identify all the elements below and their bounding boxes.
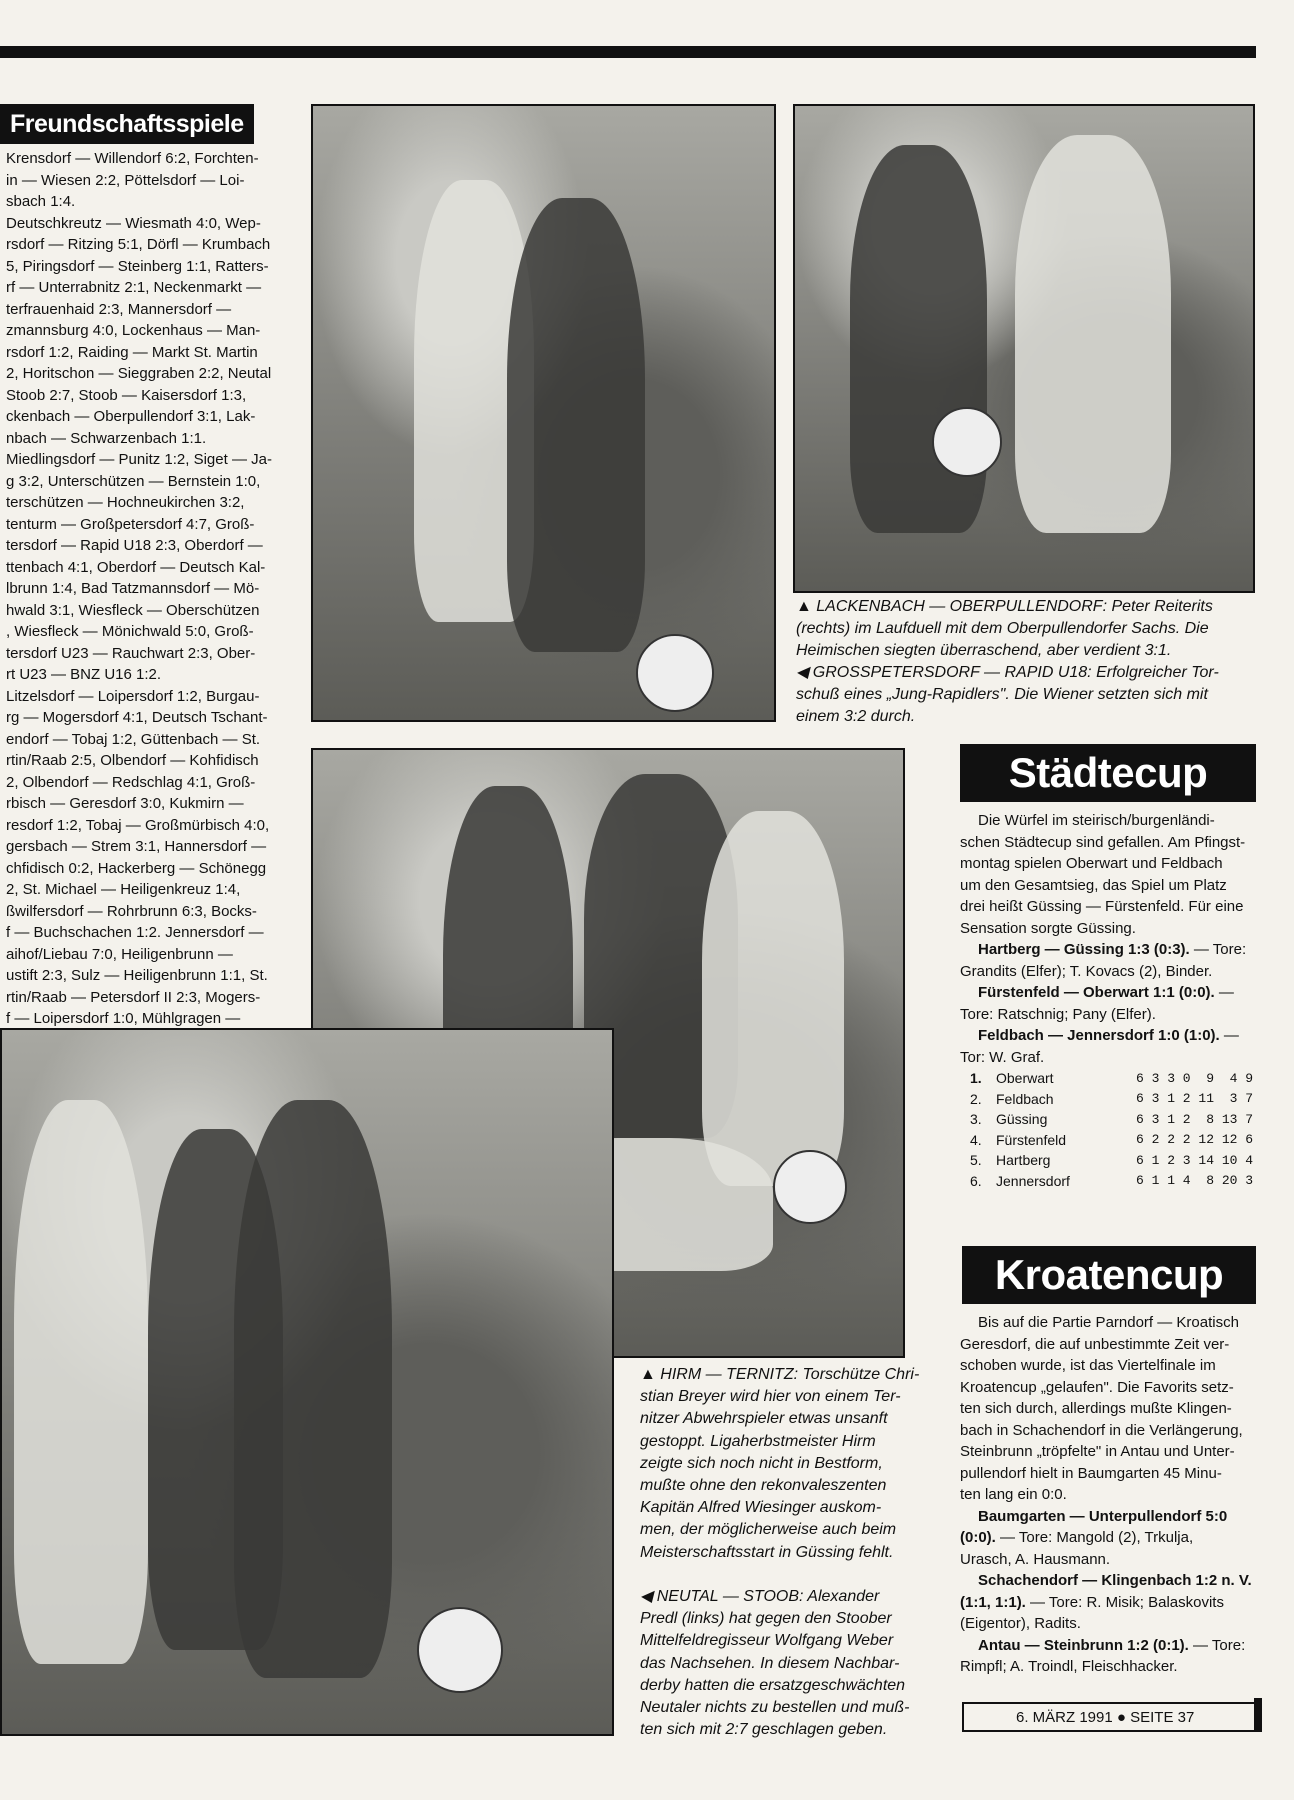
kroatencup-result — [960, 1635, 1260, 1657]
standings-team: Oberwart — [996, 1070, 1054, 1087]
freundschaftsspiele-result-line: ckenbach — Oberpullendorf 3:1, Lak- — [6, 408, 256, 425]
footer-text: 6. MÄRZ 1991 ● SEITE 37 — [1016, 1708, 1195, 1726]
staedtecup-result-rest: — — [1214, 984, 1234, 1001]
staedtecup-heading-text: Städtecup — [1008, 749, 1208, 796]
freundschaftsspiele-result-line: rg — Mogersdorf 4:1, Deutsch Tschant- — [6, 709, 268, 726]
freundschaftsspiele-result-line: rtin/Raab — Petersdorf II 2:3, Mogers- — [6, 988, 261, 1006]
freundschaftsspiele-result-line: ttenbach 4:1, Oberdorf — Deutsch Kal- — [6, 558, 266, 576]
kroatencup-result-scorers-cont: Urasch, A. Hausmann. — [960, 1550, 1111, 1568]
kroatencup-result-halftime: (0:0). — [960, 1529, 996, 1546]
staedtecup-result — [960, 982, 1260, 1004]
caption-bottom-line: Predl (links) hat gegen den Stoober — [640, 1610, 892, 1628]
kroatencup-intro-line: Steinbrunn „tröpfelte" in Antau und Unter- — [960, 1443, 1235, 1460]
kroatencup-result-scorers: — Tore: Mangold (2), Trkulja, — [995, 1529, 1194, 1546]
photo-neutal-stoob — [0, 1028, 614, 1736]
standings-rank: 1. — [970, 1070, 982, 1087]
freundschaftsspiele-result-line: ßwilfersdorf — Rohrbrunn 6:3, Bocks- — [6, 902, 257, 920]
standings-team: Hartberg — [996, 1152, 1051, 1169]
freundschaftsspiele-result-line: tersdorf — Rapid U18 2:3, Oberdorf — — [6, 537, 263, 554]
freundschaftsspiele-result-line: rt U23 — BNZ U16 1:2. — [6, 666, 162, 683]
freundschaftsspiele-result-line: 5, Piringsdorf — Steinberg 1:1, Ratters- — [6, 257, 269, 275]
caption-bottom-line: stian Breyer wird hier von einem Ter- — [640, 1388, 901, 1406]
kroatencup-intro-line: bach in Schachendorf in die Verlängerung, — [960, 1421, 1243, 1439]
standings-row — [970, 1150, 1260, 1171]
caption-bottom-line: zeigte sich noch nicht in Bestform, — [640, 1454, 883, 1472]
kroatencup-result-match: Baumgarten — Unterpullendorf 5:0 — [978, 1507, 1228, 1525]
freundschaftsspiele-result-line: ustift 2:3, Sulz — Heiligenbrunn 1:1, St. — [6, 967, 268, 984]
freundschaftsspiele-result-line: in — Wiesen 2:2, Pöttelsdorf — Loi- — [6, 171, 245, 189]
kroatencup-result-halftime: (1:1, 1:1). — [960, 1593, 1026, 1611]
freundschaftsspiele-heading — [0, 104, 254, 144]
freundschaftsspiele-result-line: rf — Unterrabnitz 2:1, Neckenmarkt — — [6, 279, 262, 296]
caption-bottom-line: Meisterschaftsstart in Güssing fehlt. — [640, 1543, 894, 1561]
photo-grosspetersdorf-rapid — [311, 104, 776, 722]
freundschaftsspiele-result-line: rbisch — Geresdorf 3:0, Kukmirn — — [6, 795, 244, 812]
staedtecup-heading — [960, 744, 1256, 802]
freundschaftsspiele-result-line: , Wiesfleck — Mönichwald 5:0, Groß- — [6, 623, 254, 640]
kroatencup-result-scorers-cont: Rimpfl; A. Troindl, Fleischhacker. — [960, 1658, 1178, 1675]
standings-row — [970, 1109, 1260, 1130]
freundschaftsspiele-result-line: sbach 1:4. — [6, 193, 76, 210]
standings-row — [970, 1130, 1260, 1151]
freundschaftsspiele-results — [6, 148, 310, 1051]
caption-bottom-line: gestoppt. Ligaherbstmeister Hirm — [640, 1432, 876, 1450]
freundschaftsspiele-result-line: gersbach — Strem 3:1, Hannersdorf — — [6, 838, 267, 855]
standings-row — [970, 1089, 1260, 1110]
standings-team: Feldbach — [996, 1090, 1054, 1107]
freundschaftsspiele-result-line: 2, St. Michael — Heiligenkreuz 1:4, — [6, 881, 241, 898]
caption-bottom-line: ◀ NEUTAL — STOOB: Alexander — [640, 1588, 880, 1606]
caption-bottom-line: das Nachsehen. In diesem Nachbar- — [640, 1654, 900, 1672]
kroatencup-intro-line: Kroatencup „gelaufen". Die Favorits setz- — [960, 1378, 1234, 1396]
staedtecup-result — [960, 1025, 1260, 1047]
kroatencup-result — [960, 1570, 1260, 1592]
kroatencup-intro-line: Bis auf die Partie Parndorf — Kroatisch — [978, 1314, 1239, 1331]
standings-stats: 6 3 1 2 11 3 7 — [1136, 1091, 1254, 1107]
footer-bar — [1254, 1698, 1262, 1732]
freundschaftsspiele-result-line: Miedlingsdorf — Punitz 1:2, Siget — Ja- — [6, 451, 272, 468]
staedtecup-intro-line: Sensation sorgte Güssing. — [960, 919, 1136, 937]
caption-bottom-line: Kapitän Alfred Wiesinger auskom- — [640, 1499, 882, 1517]
standings-team: Fürstenfeld — [996, 1131, 1067, 1148]
staedtecup-text — [960, 810, 1260, 1068]
top-rule — [0, 46, 1256, 58]
standings-rank: 3. — [970, 1111, 982, 1128]
staedtecup-result-scorers: Grandits (Elfer); T. Kovacs (2), Binder. — [960, 962, 1213, 980]
freundschaftsspiele-result-line: resdorf 1:2, Tobaj — Großmürbisch 4:0, — [6, 816, 270, 834]
freundschaftsspiele-result-line: rsdorf — Ritzing 5:1, Dörfl — Krumbach — [6, 236, 271, 253]
staedtecup-result — [960, 939, 1260, 961]
standings-stats: 6 1 1 4 8 20 3 — [1136, 1173, 1254, 1189]
kroatencup-intro-line: ten lang ein 0:0. — [960, 1486, 1067, 1503]
kroatencup-result-scorers-cont: (Eigentor), Radits. — [960, 1615, 1081, 1632]
staedtecup-intro-line: schen Städtecup sind gefallen. Am Pfingst- — [960, 833, 1246, 851]
freundschaftsspiele-result-line: hwald 3:1, Wiesfleck — Oberschützen — [6, 601, 260, 619]
freundschaftsspiele-result-line: lbrunn 1:4, Bad Tatzmannsdorf — Mö- — [6, 580, 260, 597]
freundschaftsspiele-result-line: g 3:2, Unterschützen — Bernstein 1:0, — [6, 472, 261, 490]
staedtecup-intro-line: montag spielen Oberwart und Feldbach — [960, 855, 1223, 872]
caption-bottom-line: Neutaler nichts zu bestellen und muß- — [640, 1699, 910, 1717]
standings-stats: 6 2 2 2 12 12 6 — [1136, 1132, 1254, 1148]
caption-top — [796, 596, 1256, 728]
freundschaftsspiele-result-line: rtin/Raab 2:5, Olbendorf — Kohfidisch — [6, 752, 259, 769]
kroatencup-result — [960, 1506, 1260, 1528]
caption-top-line: Heimischen siegten überraschend, aber verdient 3:1. — [796, 642, 1172, 659]
freundschaftsspiele-result-line: tersdorf U23 — Rauchwart 2:3, Ober- — [6, 644, 256, 662]
freundschaftsspiele-result-line: terfrauenhaid 2:3, Mannersdorf — — [6, 300, 232, 318]
caption-bottom-line: ▲ HIRM — TERNITZ: Torschütze Chri- — [640, 1366, 920, 1383]
standings-rank: 2. — [970, 1090, 982, 1107]
caption-bottom-line: nitzer Abwehrspieler etwas unsanft — [640, 1410, 888, 1428]
freundschaftsspiele-result-line: 2, Horitschon — Sieggraben 2:2, Neutal — [6, 365, 272, 382]
freundschaftsspiele-heading-text: Freundschaftsspiele — [10, 109, 244, 138]
kroatencup-intro-line: Geresdorf, die auf unbestimmte Zeit ver- — [960, 1335, 1230, 1353]
kroatencup-result-scorers: — Tore: R. Misik; Balaskovits — [1025, 1593, 1224, 1611]
caption-top-line: einem 3:2 durch. — [796, 708, 916, 725]
kroatencup-result-line — [960, 1592, 1260, 1614]
staedtecup-result-scorers: Tor: W. Graf. — [960, 1048, 1045, 1066]
standings-rank: 6. — [970, 1172, 982, 1189]
freundschaftsspiele-result-line: rsdorf 1:2, Raiding — Markt St. Martin — [6, 343, 258, 361]
standings-rank: 4. — [970, 1131, 982, 1148]
freundschaftsspiele-result-line: Stoob 2:7, Stoob — Kaisersdorf 1:3, — [6, 386, 247, 404]
caption-top-line: ▲ LACKENBACH — OBERPULLENDORF: Peter Reiterits — [796, 598, 1213, 615]
standings-row — [970, 1068, 1260, 1089]
staedtecup-result-match: Feldbach — Jennersdorf 1:0 (1:0). — [978, 1027, 1220, 1044]
standings-team: Jennersdorf — [996, 1172, 1070, 1189]
freundschaftsspiele-result-line: chfidisch 0:2, Hackerberg — Schönegg — [6, 859, 267, 877]
freundschaftsspiele-result-line: Krensdorf — Willendorf 6:2, Forchten- — [6, 150, 259, 167]
staedtecup-standings-table — [970, 1068, 1260, 1191]
kroatencup-intro-line: pullendorf hielt in Baumgarten 45 Minu- — [960, 1464, 1222, 1482]
kroatencup-intro-line: schoben wurde, ist das Viertelfinale im — [960, 1357, 1216, 1374]
staedtecup-intro-line: drei heißt Güssing — Fürstenfeld. Für eine — [960, 898, 1244, 915]
standings-rank: 5. — [970, 1152, 982, 1169]
standings-row — [970, 1171, 1260, 1192]
caption-top-line: ◀ GROSSPETERSDORF — RAPID U18: Erfolgreicher Tor- — [796, 664, 1219, 681]
caption-bottom-line: derby hatten die ersatzgeschwächten — [640, 1676, 906, 1694]
freundschaftsspiele-result-line: terschützen — Hochneukirchen 3:2, — [6, 494, 245, 511]
caption-top-line: schuß eines „Jung-Rapidlers". Die Wiener setzten sich mit — [796, 686, 1208, 703]
freundschaftsspiele-result-line: endorf — Tobaj 1:2, Güttenbach — St. — [6, 730, 261, 748]
kroatencup-result-match: Schachendorf — Klingenbach 1:2 n. V. — [978, 1572, 1252, 1589]
freundschaftsspiele-result-line: tenturm — Großpetersdorf 4:7, Groß- — [6, 515, 255, 533]
freundschaftsspiele-result-line: Litzelsdorf — Loipersdorf 1:2, Burgau- — [6, 687, 260, 705]
standings-stats: 6 1 2 3 14 10 4 — [1136, 1152, 1254, 1168]
freundschaftsspiele-result-line: zmannsburg 4:0, Lockenhaus — Man- — [6, 322, 261, 339]
caption-top-line: (rechts) im Laufduell mit dem Oberpullendorfer Sachs. Die — [796, 620, 1209, 637]
caption-bottom — [640, 1364, 926, 1741]
kroatencup-text — [960, 1312, 1260, 1678]
kroatencup-heading — [962, 1246, 1256, 1304]
kroatencup-result-rest: — Tore: — [1188, 1636, 1246, 1654]
caption-bottom-line: Mittelfeldregisseur Wolfgang Weber — [640, 1632, 894, 1650]
standings-team: Güssing — [996, 1111, 1048, 1128]
staedtecup-intro-line: Die Würfel im steirisch/burgenländi- — [978, 812, 1215, 829]
staedtecup-result-rest: — Tore: — [1189, 941, 1247, 958]
freundschaftsspiele-result-line: f — Buchschachen 1:2. Jennersdorf — — [6, 924, 264, 941]
caption-bottom-line: mußte ohne den rekonvaleszenten — [640, 1477, 887, 1495]
kroatencup-result-line — [960, 1527, 1260, 1549]
standings-stats: 6 3 1 2 8 13 7 — [1136, 1111, 1254, 1127]
standings-stats: 6 3 3 0 9 4 9 — [1136, 1070, 1254, 1086]
page-footer — [962, 1702, 1262, 1732]
caption-bottom-line — [640, 1564, 926, 1586]
staedtecup-result-scorers: Tore: Ratschnig; Pany (Elfer). — [960, 1005, 1156, 1023]
freundschaftsspiele-result-line: aihof/Liebau 7:0, Heiligenbrunn — — [6, 945, 233, 963]
staedtecup-intro-line: um den Gesamtsieg, das Spiel um Platz — [960, 876, 1227, 894]
kroatencup-result-match: Antau — Steinbrunn 1:2 (0:1). — [978, 1636, 1189, 1654]
freundschaftsspiele-result-line: Deutschkreutz — Wiesmath 4:0, Wep- — [6, 214, 261, 232]
kroatencup-intro-line: ten sich durch, allerdings mußte Klingen- — [960, 1400, 1232, 1417]
caption-bottom-line: ten sich mit 2:7 geschlagen geben. — [640, 1721, 888, 1739]
freundschaftsspiele-result-line: nbach — Schwarzenbach 1:1. — [6, 429, 207, 447]
caption-bottom-line: men, der möglicherweise auch beim — [640, 1521, 897, 1539]
staedtecup-result-rest: — — [1219, 1027, 1239, 1044]
kroatencup-heading-text: Kroatencup — [994, 1251, 1224, 1298]
photo-lackenbach-oberpullendorf — [793, 104, 1255, 593]
freundschaftsspiele-result-line: f — Loipersdorf 1:0, Mühlgragen — — [6, 1010, 241, 1027]
staedtecup-result-match: Hartberg — Güssing 1:3 (0:3). — [978, 941, 1190, 958]
freundschaftsspiele-result-line: 2, Olbendorf — Redschlag 4:1, Groß- — [6, 773, 256, 791]
staedtecup-result-match: Fürstenfeld — Oberwart 1:1 (0:0). — [978, 984, 1215, 1001]
